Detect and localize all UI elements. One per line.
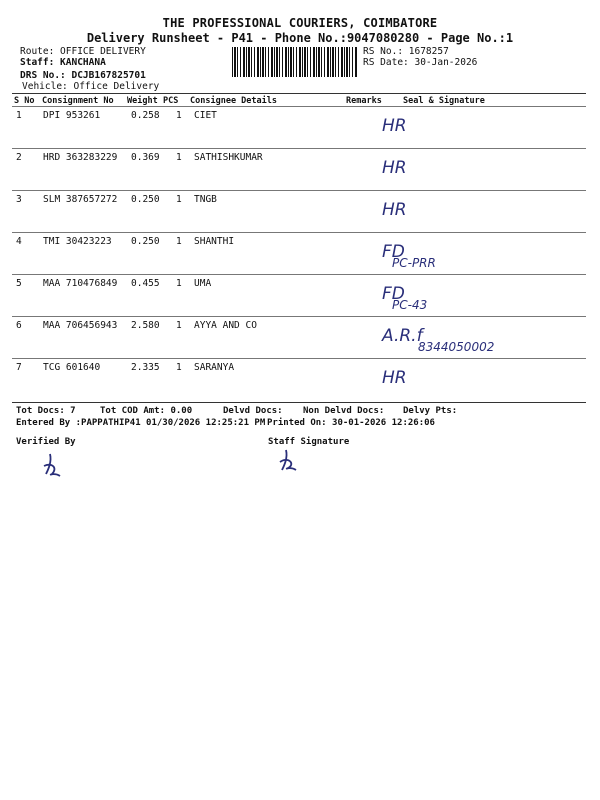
runsheet-title: Delivery Runsheet - P41 - Phone No.:9047080280 - Page No.:1 — [86, 31, 514, 45]
row-consignment: TCG 601640 — [43, 362, 101, 373]
col-consignment: Consignment No — [42, 96, 114, 106]
row-signature: FD — [382, 242, 405, 262]
row-pcs: 1 — [176, 152, 182, 163]
row-pcs: 1 — [176, 236, 182, 247]
col-seal: Seal & Signature — [403, 96, 485, 106]
row-consignment: SLM 387657272 — [43, 194, 118, 205]
staff-signature-mark — [276, 446, 316, 476]
verifier-signature-mark — [38, 448, 78, 480]
row-signature-note: PC-43 — [392, 298, 428, 312]
row-pcs: 1 — [176, 362, 182, 373]
printed-on: Printed On: 30-01-2026 12:26:06 — [267, 418, 435, 428]
row-weight: 0.369 — [131, 152, 160, 163]
table-bottom-rule — [12, 402, 586, 403]
col-sno: S No — [14, 96, 35, 106]
delivered-docs: Delvd Docs: — [223, 406, 283, 416]
row-weight: 0.250 — [131, 194, 160, 205]
verified-by-label: Verified By — [16, 437, 76, 447]
row-signature: HR — [382, 116, 407, 136]
col-pcs: PCS — [163, 96, 179, 106]
total-cod: Tot COD Amt: 0.00 — [100, 406, 193, 416]
total-docs: Tot Docs: 7 — [16, 406, 76, 416]
row-consignment: HRD 363283229 — [43, 152, 118, 163]
rs-date: RS Date: 30-Jan-2026 — [363, 57, 478, 68]
row-separator — [12, 232, 586, 233]
row-signature: HR — [382, 200, 407, 220]
row-consignment: MAA 706456943 — [43, 320, 118, 331]
row-pcs: 1 — [176, 278, 182, 289]
col-weight: Weight — [127, 96, 158, 106]
row-weight: 0.258 — [131, 110, 160, 121]
drs-number: DRS No.: DCJB167825701 — [20, 70, 146, 81]
row-consignee: SARANYA — [194, 362, 235, 373]
row-separator — [12, 148, 586, 149]
row-consignee: CIET — [194, 110, 217, 121]
row-consignee: AYYA AND CO — [194, 320, 257, 331]
row-separator — [12, 190, 586, 191]
delivery-points: Delvy Pts: — [403, 406, 458, 416]
company-title: THE PROFESSIONAL COURIERS, COIMBATORE — [162, 16, 438, 30]
row-weight: 0.455 — [131, 278, 160, 289]
row-pcs: 1 — [176, 320, 182, 331]
table-top-rule — [12, 93, 586, 94]
row-separator — [12, 274, 586, 275]
row-sno: 7 — [16, 362, 22, 373]
row-pcs: 1 — [176, 194, 182, 205]
row-signature: HR — [382, 158, 407, 178]
row-consignee: SATHISHKUMAR — [194, 152, 263, 163]
rs-number: RS No.: 1678257 — [363, 46, 449, 57]
route-label: Route: OFFICE DELIVERY — [20, 46, 146, 57]
vehicle-label: Vehicle: Office Delivery — [22, 81, 160, 92]
col-remarks: Remarks — [346, 96, 382, 106]
row-signature-note: 8344050002 — [418, 340, 495, 354]
row-sno: 1 — [16, 110, 22, 121]
row-consignment: TMI 30423223 — [43, 236, 112, 247]
row-signature: FD — [382, 284, 405, 304]
row-signature: HR — [382, 368, 407, 388]
barcode-image — [232, 47, 358, 77]
row-consignee: UMA — [194, 278, 212, 289]
row-consignment: DPI 953261 — [43, 110, 101, 121]
entered-by: Entered By :PAPPATHIP41 01/30/2026 12:25:21 PM — [16, 418, 266, 428]
row-sno: 6 — [16, 320, 22, 331]
row-weight: 0.250 — [131, 236, 160, 247]
row-signature-note: PC-PRR — [392, 256, 436, 270]
row-sno: 2 — [16, 152, 22, 163]
row-consignee: TNGB — [194, 194, 217, 205]
col-consignee: Consignee Details — [190, 96, 277, 106]
row-sno: 3 — [16, 194, 22, 205]
row-separator — [12, 358, 586, 359]
row-separator — [12, 316, 586, 317]
row-weight: 2.580 — [131, 320, 160, 331]
row-consignee: SHANTHI — [194, 236, 235, 247]
row-signature: A.R.f — [382, 326, 423, 346]
row-pcs: 1 — [176, 110, 182, 121]
non-delivered-docs: Non Delvd Docs: — [303, 406, 385, 416]
staff-signature-label: Staff Signature — [268, 437, 350, 447]
table-header-rule — [12, 106, 586, 107]
row-sno: 4 — [16, 236, 22, 247]
staff-label: Staff: KANCHANA — [20, 57, 106, 68]
row-weight: 2.335 — [131, 362, 160, 373]
row-sno: 5 — [16, 278, 22, 289]
row-consignment: MAA 710476849 — [43, 278, 118, 289]
